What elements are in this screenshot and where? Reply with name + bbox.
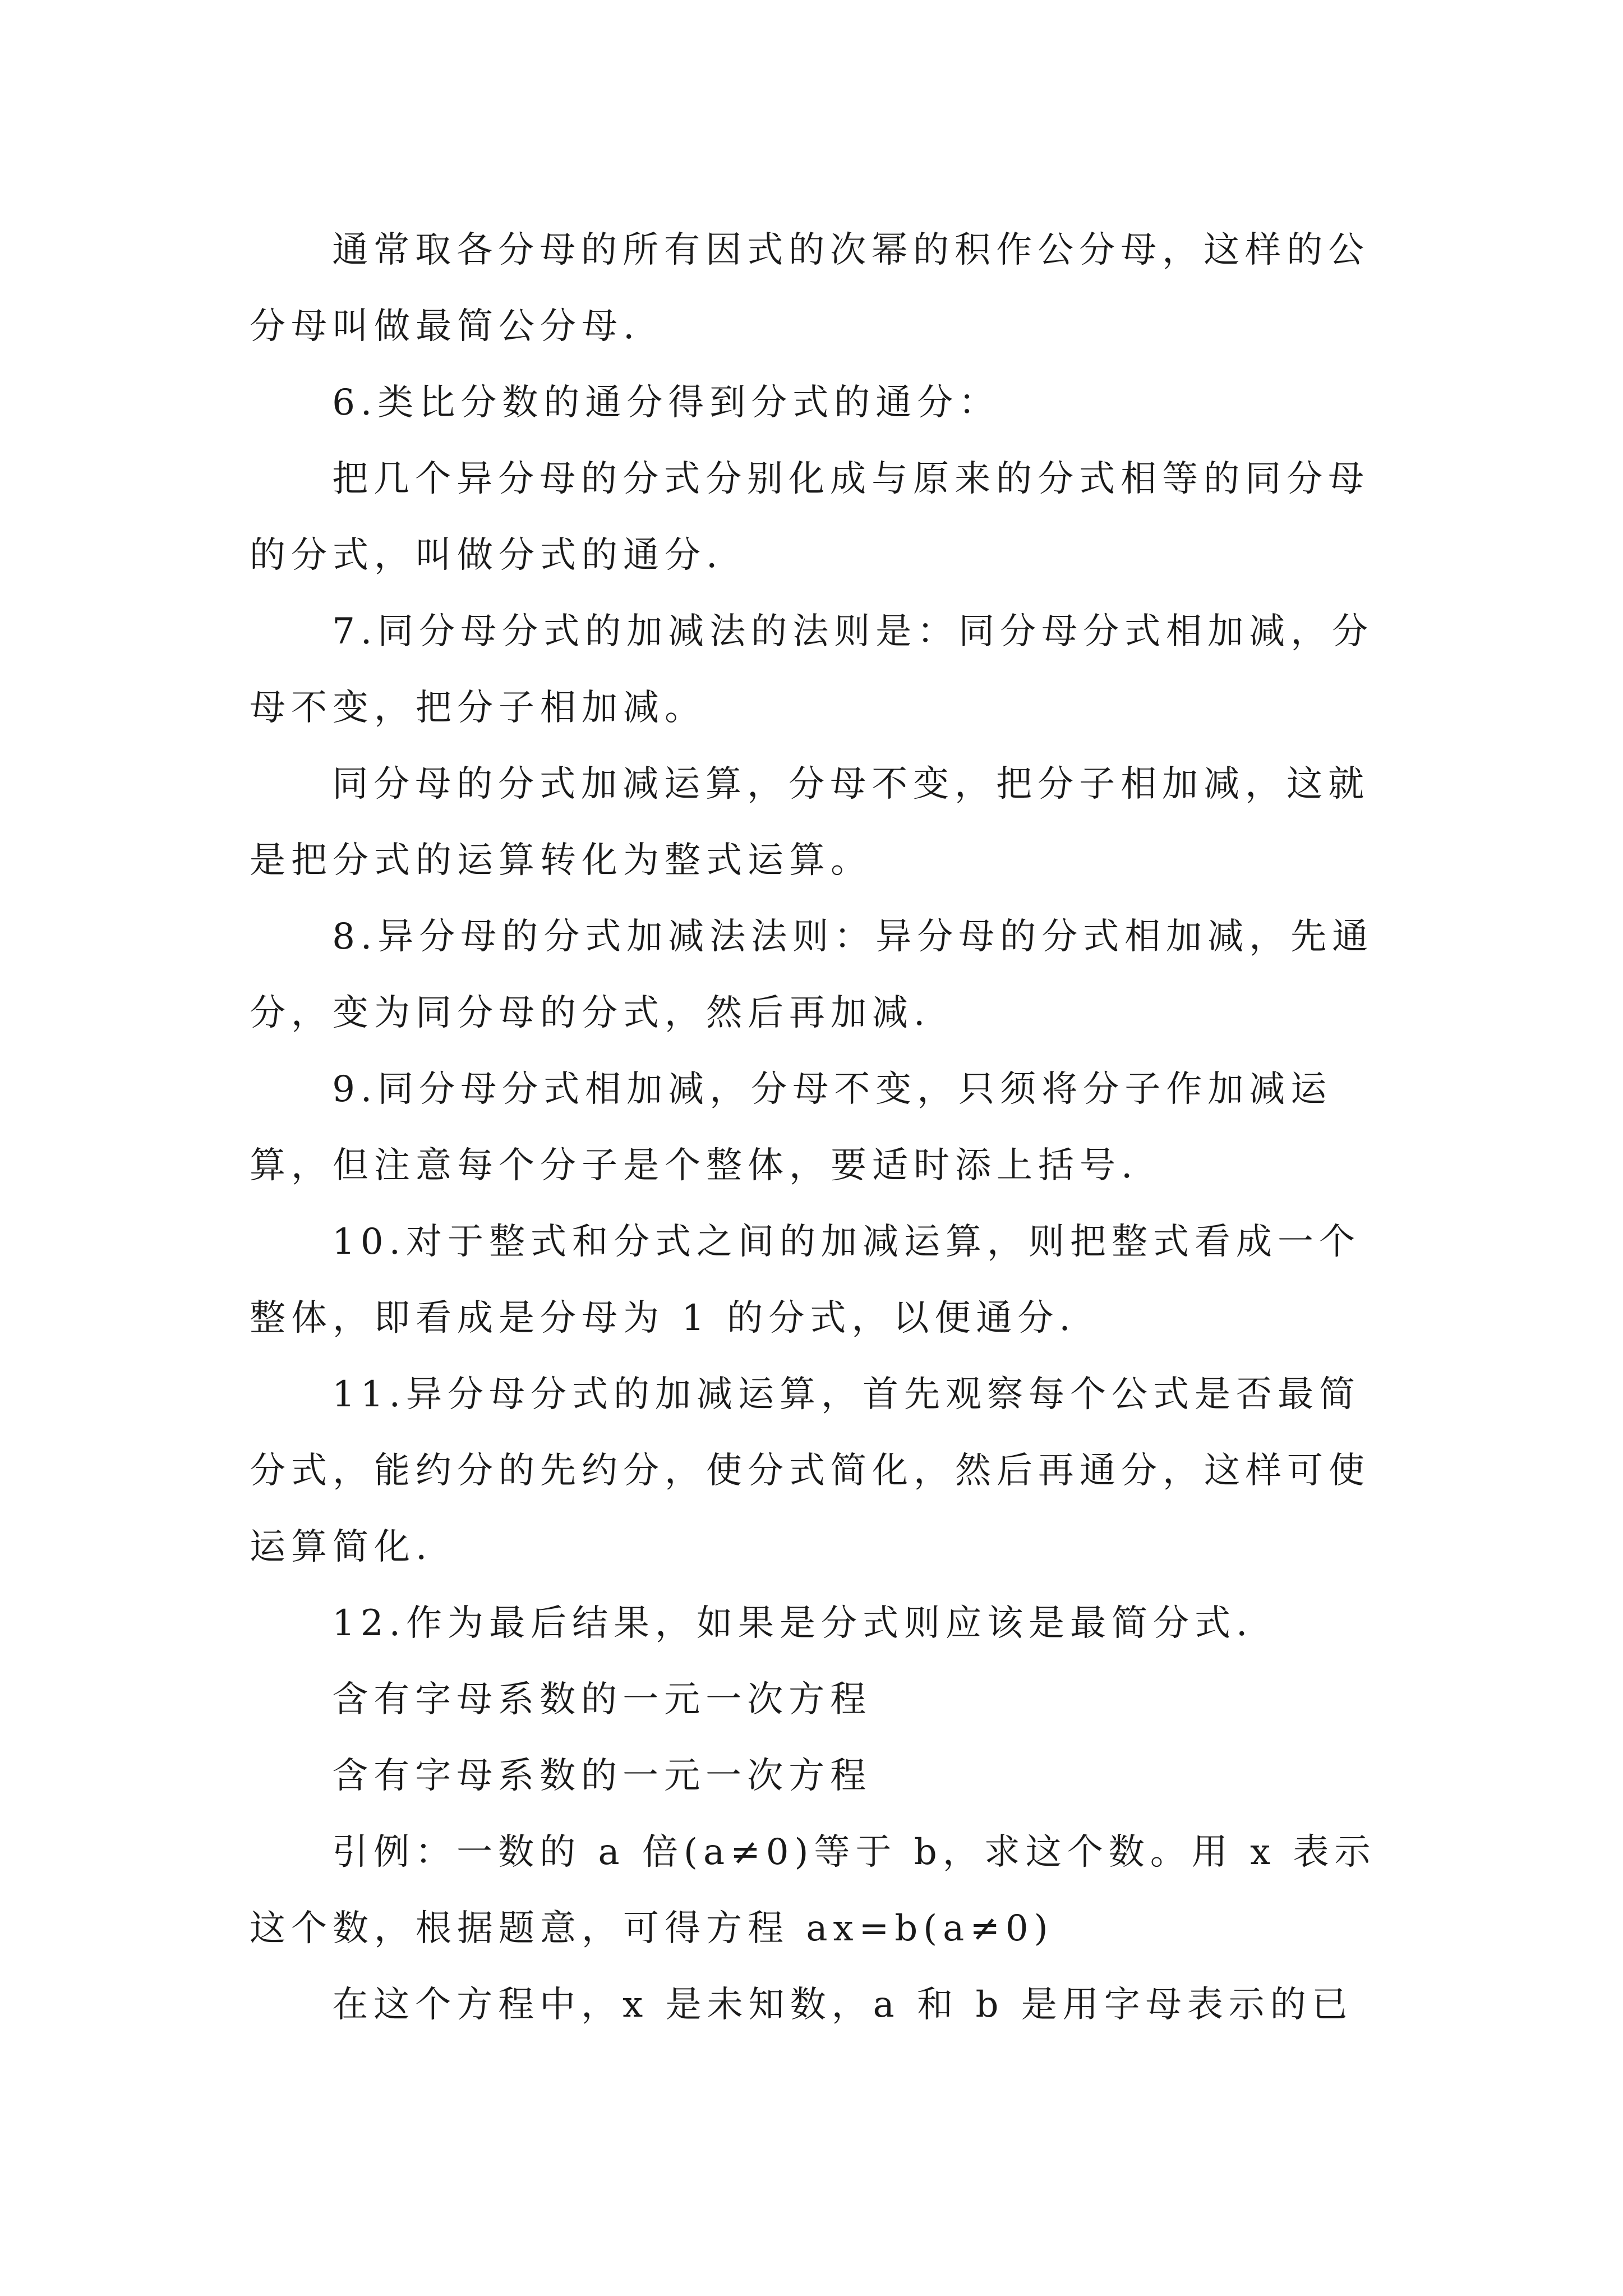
- paragraph: 12.作为最后结果，如果是分式则应该是最简分式.: [332, 1603, 1253, 1644]
- paragraph: 10.对于整式和分式之间的加减运算，则把整式看成一个整体，即看成是分母为 1 的分式，以便通分.: [250, 1221, 1361, 1339]
- paragraph: 6.类比分数的通分得到分式的通分：: [332, 382, 1000, 424]
- paragraph: 含有字母系数的一元一次方程: [332, 1679, 872, 1720]
- paragraph: 7.同分母分式的加减法的法则是：同分母分式相加减，分母不变，把分子相加减。: [250, 611, 1374, 729]
- paragraph: 11.异分母分式的加减运算，首先观察每个公式是否最简分式，能约分的先约分，使分式简化，然后再通分，这样可使运算简化.: [250, 1374, 1370, 1568]
- paragraph: 8.异分母的分式加减法法则：异分母的分式相加减，先通分，变为同分母的分式，然后再加减.: [250, 916, 1374, 1034]
- paragraph: 在这个方程中，x 是未知数，a 和 b 是用字母表示的已: [332, 1984, 1353, 2026]
- paragraph: 引例：一数的 a 倍(a≠0)等于 b，求这个数。用 x 表示这个数，根据题意，可得方程 ax=b(a≠0): [250, 1832, 1376, 1949]
- paragraph: 把几个异分母的分式分别化成与原来的分式相等的同分母的分式，叫做分式的通分.: [250, 458, 1370, 576]
- paragraph: 同分母的分式加减运算，分母不变，把分子相加减，这就是把分式的运算转化为整式运算。: [250, 763, 1370, 881]
- paragraph: 通常取各分母的所有因式的次幂的积作公分母，这样的公分母叫做最简公分母.: [250, 229, 1370, 347]
- document-page: [250, 212, 1382, 2043]
- paragraph: 9.同分母分式相加减，分母不变，只须将分子作加减运算，但注意每个分子是个整体，要适时添上括号.: [250, 1069, 1332, 1186]
- paragraph: 含有字母系数的一元一次方程: [332, 1755, 872, 1797]
